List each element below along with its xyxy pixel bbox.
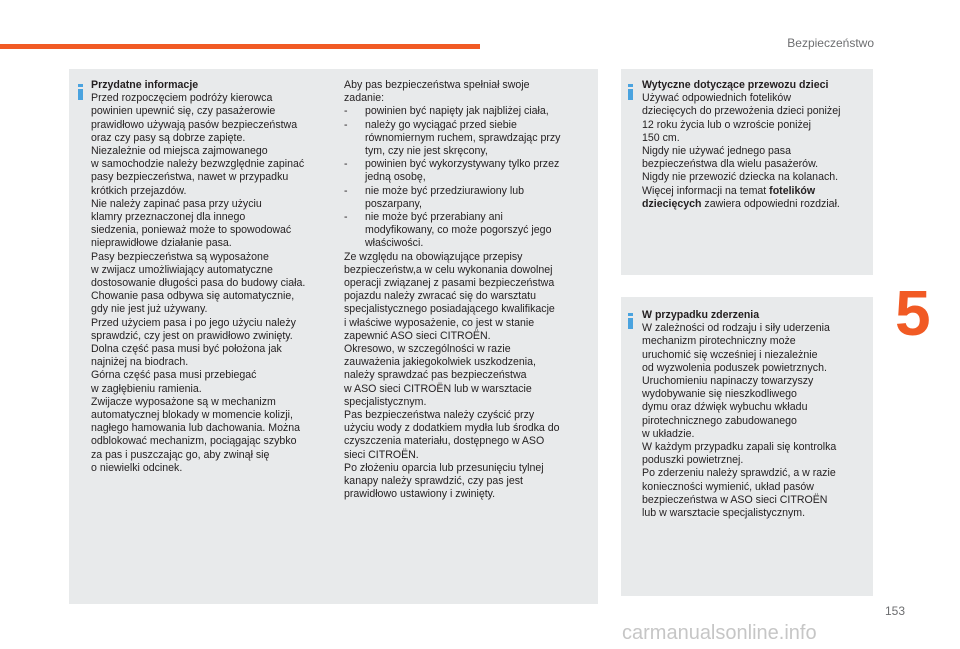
- child-transport-box: [621, 69, 873, 275]
- info-text: Przed rozpoczęciem podróży kierowca powinien upewnić się, czy pasażerowie prawidłowo używają pasów bezpieczeństwa oraz czy pasy są dobrze zapięte. Niezależnie od miejsca zajmowanego w samochodzie należy bezwzględnie zapinać pasy bezpieczeństwa, nawet w przypadku krótkich przejazdów. Nie należy zapinać pasa przy użyciu klamry przeznaczonej dla innego siedzenia, ponieważ może to spowodować nieprawidłowe działanie pasa. Pasy bezpieczeństwa są wyposażone w zwijacz umożliwiający automatyczne dostosowanie długości pasa do budowy ciała. Chowanie pasa odbywa się automatycznie, gdy nie jest już używany. Przed użyciem pasa i po jego użyciu należy sprawdzić, czy jest on prawidłowo zwinięty. Dolna część pasa musi być położona jak najniżej na biodrach. Górna część pasa musi przebiegać w zagłębieniu ramienia. Zwijacze wyposażone są w mechanizm automatycznej blokady w momencie kolizji, nagłego hamowania lub dachowania. Można odblokować mechanizm, pociągając szybko za pas i puszczając go, aby zwinął się o niewielki odcinek.: [91, 92, 306, 474]
- requirements-intro: Aby pas bezpieczeństwa spełniał swoje zadanie:: [344, 79, 530, 105]
- info-icon: [628, 89, 633, 100]
- info-icon: [628, 318, 633, 329]
- seatbelt-column-2: [344, 79, 594, 502]
- collision-title: W przypadku zderzenia: [642, 309, 760, 321]
- header-accent-bar: [0, 44, 480, 49]
- page-number: 153: [885, 604, 906, 618]
- requirements-list: [344, 105, 594, 250]
- collision-text: W zależności od rodzaju i siły uderzenia mechanizm pirotechniczny może uruchomić się wcześniej i niezależnie od wyzwolenia poduszek powietrznych. Uruchomieniu napinaczy towarzyszy wydobywanie się nieszkodliwego dymu oraz dźwięk wybuchu wkładu pirotechnicznego zabudowanego w układzie. W każdym przypadku zapali się kontrolka poduszki powietrznej. Po zderzeniu należy sprawdzić, a w razie konieczności wymienić, układ pasów bezpieczeństwa w ASO sieci CITROËN lub w warsztacie specjalistycznym.: [642, 322, 837, 520]
- list-item: - nie może być przedziurawiony lub poszarpany,: [344, 185, 594, 211]
- section-title: Bezpieczeństwo: [787, 36, 874, 50]
- seatbelt-info-box: [69, 69, 598, 604]
- info-title: Przydatne informacje: [91, 79, 199, 91]
- info-icon: [78, 89, 83, 100]
- list-item: - powinien być napięty jak najbliżej ciała,: [344, 105, 594, 118]
- watermark: carmanualsonline.info: [622, 622, 817, 644]
- child-transport-content: [642, 79, 872, 211]
- list-item: - należy go wyciągać przed siebie równomiernym ruchem, sprawdzając przy tym, czy nie jest skręcony,: [344, 119, 594, 159]
- list-item: - powinien być wykorzystywany tylko przez jedną osobę,: [344, 158, 594, 184]
- collision-content: [642, 309, 872, 520]
- child-seats-reference: fotelików dziecięcych: [642, 184, 816, 210]
- seatbelt-column-1: [91, 79, 341, 475]
- maintenance-text: Ze względu na obowiązujące przepisy bezpieczeństw,a w celu wykonania dowolnej operacji związanej z pasami bezpieczeństwa pojazdu należy zwracać się do warsztatu specjalistycznego posiadającego kwalifikacje i właściwe wyposażenie, co jest w stanie zapewnić ASO sieci CITROËN. Okresowo, w szczególności w razie zauważenia jakiegokolwiek uszkodzenia, należy sprawdzać pas bezpieczeństwa w ASO sieci CITROËN lub w warsztacie specjalistycznym. Pas bezpieczeństwa należy czyścić przy użyciu wody z dodatkiem mydła lub środka do czyszczenia materiału, dostępnego w ASO sieci CITROËN. Po złożeniu oparcia lub przesunięciu tylnej kanapy należy sprawdzić, czy pas jest prawidłowo ustawiony i zwinięty.: [344, 250, 560, 501]
- chapter-number: 5: [895, 277, 931, 349]
- child-transport-title: Wytyczne dotyczące przewozu dzieci: [642, 79, 829, 91]
- list-item: - nie może być przerabiany ani modyfikowany, co może pogorszyć jego właściwości.: [344, 211, 594, 251]
- child-transport-text: Używać odpowiednich fotelików dziecięcych do przewożenia dzieci poniżej 12 roku życia lub o wzroście poniżej 150 cm. Nigdy nie używać jednego pasa bezpieczeństwa dla wielu pasażerów. Nigdy nie przewozić dziecka na kolanach. Więcej informacji na temat fotelików dziecięcych zawiera odpowiedni rozdział.: [642, 92, 841, 210]
- collision-box: [621, 297, 873, 596]
